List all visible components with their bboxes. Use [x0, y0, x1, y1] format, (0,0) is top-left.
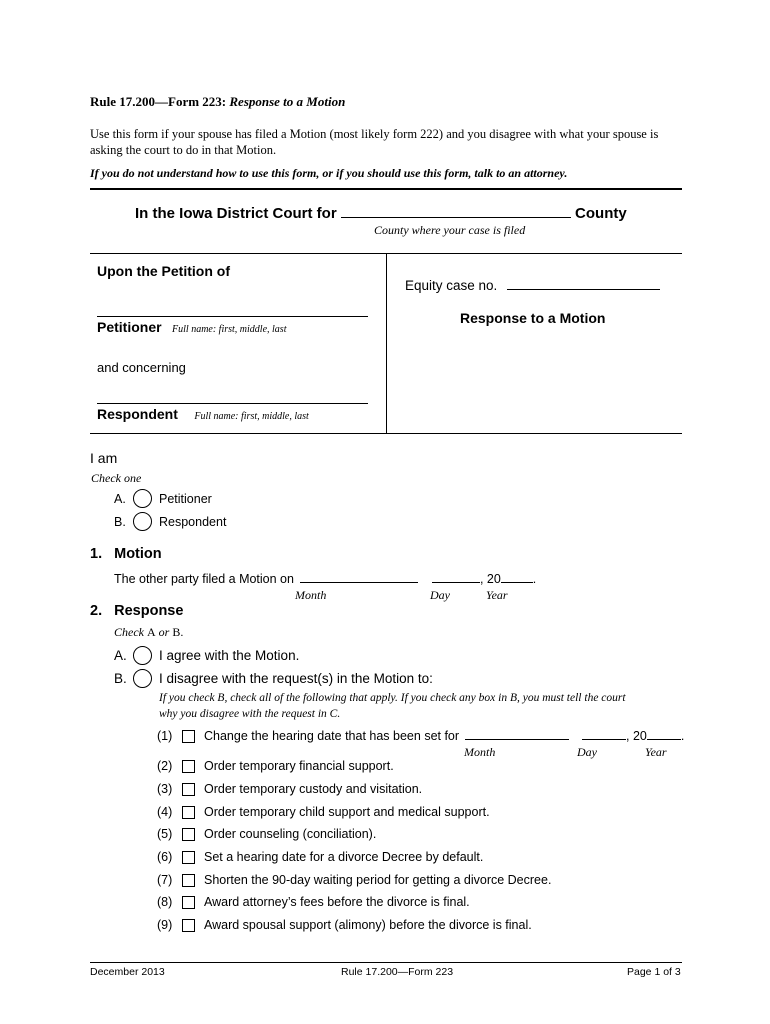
caption-divider: [386, 253, 387, 434]
check-hint-or: or: [155, 625, 173, 639]
check-one-hint: Check one: [91, 471, 142, 485]
form-title: Response to a Motion: [229, 94, 346, 109]
request-item-number: (8): [157, 895, 173, 909]
caption-bottom-border: [90, 433, 682, 434]
section-2-number: 2.: [90, 603, 103, 619]
hearing-day-hint: Day: [577, 745, 597, 759]
request-checkbox-3[interactable]: [182, 783, 195, 796]
request-item-number: (1): [157, 729, 173, 743]
hearing-month-hint: Month: [464, 745, 496, 759]
disagree-option-label: I disagree with the request(s) in the Motion to:: [159, 671, 433, 686]
intro-line-1: Use this form if your spouse has filed a Motion (most likely form 222) and you disagree with what your spouse is: [90, 127, 659, 141]
petitioner-name-field[interactable]: [97, 316, 368, 317]
motion-year-field[interactable]: [501, 582, 533, 583]
footer-form-id: Rule 17.200—Form 223: [341, 966, 454, 978]
footer-date: December 2013: [90, 966, 165, 978]
motion-date-row: [114, 572, 536, 586]
motion-month-field[interactable]: [300, 582, 418, 583]
request-item-1-row: [204, 729, 684, 743]
respondent-hint: Full name: first, middle, last: [194, 411, 309, 422]
motion-date-period: .: [532, 572, 537, 586]
hearing-date-period: .: [680, 729, 685, 743]
upon-petition-label: Upon the Petition of: [97, 263, 230, 279]
attorney-warning: If you do not understand how to use this form, or if you should use this form, talk to an attorney.: [90, 166, 568, 180]
intro-line-2: asking the court to do in that Motion.: [90, 143, 277, 157]
request-checkbox-2[interactable]: [182, 760, 195, 773]
petitioner-row: [97, 319, 286, 337]
court-heading: [135, 205, 627, 222]
respondent-name-field[interactable]: [97, 403, 368, 404]
section-2-heading: [90, 603, 183, 619]
section-2-title: Response: [114, 603, 184, 619]
request-item-label: Award spousal support (alimony) before the divorce is final.: [204, 918, 532, 932]
petitioner-radio[interactable]: [133, 489, 152, 508]
hearing-year-prefix: , 20: [626, 729, 647, 743]
request-checkbox-9[interactable]: [182, 919, 195, 932]
motion-filed-text: The other party filed a Motion on: [114, 572, 294, 586]
request-item-label: Order temporary financial support.: [204, 759, 394, 773]
check-hint-a: A: [146, 625, 156, 639]
request-item-number: (7): [157, 873, 173, 887]
check-hint-text: Check: [114, 625, 147, 639]
hearing-year-hint: Year: [645, 745, 667, 759]
request-checkbox-4[interactable]: [182, 806, 195, 819]
request-checkbox-8[interactable]: [182, 896, 195, 909]
petitioner-label: Petitioner: [97, 319, 162, 335]
request-item-label: Shorten the 90-day waiting period for getting a divorce Decree.: [204, 873, 552, 887]
request-checkbox-1[interactable]: [182, 730, 195, 743]
hearing-day-field[interactable]: [582, 739, 626, 740]
agree-option-label: I agree with the Motion.: [159, 648, 300, 663]
county-hint: County where your case is filed: [374, 223, 526, 237]
rule-number: Rule 17.200—Form 223:: [90, 94, 227, 109]
case-number-field[interactable]: [507, 289, 660, 290]
disagree-radio[interactable]: [133, 669, 152, 688]
request-checkbox-6[interactable]: [182, 851, 195, 864]
request-item-label: Award attorney’s fees before the divorce is final.: [204, 895, 470, 909]
motion-year-prefix: , 20: [479, 572, 501, 586]
respondent-row: [97, 406, 309, 424]
document-title: Response to a Motion: [460, 310, 606, 326]
respondent-option-label: Respondent: [159, 515, 227, 529]
request-item-number: (6): [157, 850, 173, 864]
petitioner-option-label: Petitioner: [159, 492, 212, 506]
footer-divider: [90, 962, 682, 963]
request-item-label: Change the hearing date that has been set for: [204, 729, 460, 743]
request-item-label: Order temporary custody and visitation.: [204, 782, 423, 796]
request-item-number: (5): [157, 827, 173, 841]
check-hint-b: B.: [172, 625, 184, 639]
county-field[interactable]: [341, 217, 571, 218]
motion-day-hint: Day: [430, 588, 450, 602]
court-prefix: In the Iowa District Court for: [135, 205, 337, 222]
respondent-radio[interactable]: [133, 512, 152, 531]
respondent-label: Respondent: [97, 406, 178, 422]
i-am-label: I am: [90, 450, 118, 466]
disagree-instructions-line-1: If you check B, check all of the following that apply. If you check any box in B, you must tell the court: [159, 692, 626, 704]
request-item-label: Order counseling (conciliation).: [204, 827, 377, 841]
case-number-row: [405, 278, 660, 293]
i-am-option-a-letter: A.: [114, 492, 126, 506]
request-item-number: (3): [157, 782, 173, 796]
request-item-label: Order temporary child support and medical support.: [204, 805, 490, 819]
i-am-option-b-letter: B.: [114, 515, 126, 529]
request-checkbox-7[interactable]: [182, 874, 195, 887]
hearing-month-field[interactable]: [465, 739, 569, 740]
and-concerning-label: and concerning: [97, 360, 186, 375]
section-1-number: 1.: [90, 546, 103, 562]
request-item-number: (2): [157, 759, 173, 773]
response-option-b-letter: B.: [114, 671, 127, 686]
request-item-label: Set a hearing date for a divorce Decree by default.: [204, 850, 484, 864]
motion-month-hint: Month: [295, 588, 327, 602]
response-option-a-letter: A.: [114, 648, 127, 663]
request-item-number: (9): [157, 918, 173, 932]
disagree-instructions-line-2: why you disagree with the request in C.: [159, 708, 341, 720]
request-checkbox-5[interactable]: [182, 828, 195, 841]
case-number-label: Equity case no.: [405, 278, 498, 293]
court-suffix: County: [575, 205, 627, 222]
petitioner-hint: Full name: first, middle, last: [172, 324, 287, 335]
request-item-number: (4): [157, 805, 173, 819]
check-a-or-b-hint: [114, 625, 183, 640]
motion-day-field[interactable]: [432, 582, 480, 583]
footer-page-number: Page 1 of 3: [627, 966, 681, 978]
section-1-heading: [90, 546, 162, 562]
hearing-year-field[interactable]: [647, 739, 681, 740]
agree-radio[interactable]: [133, 646, 152, 665]
header-divider: [90, 188, 682, 190]
section-1-title: Motion: [114, 546, 162, 562]
motion-year-hint: Year: [486, 588, 508, 602]
form-heading: [90, 94, 345, 110]
